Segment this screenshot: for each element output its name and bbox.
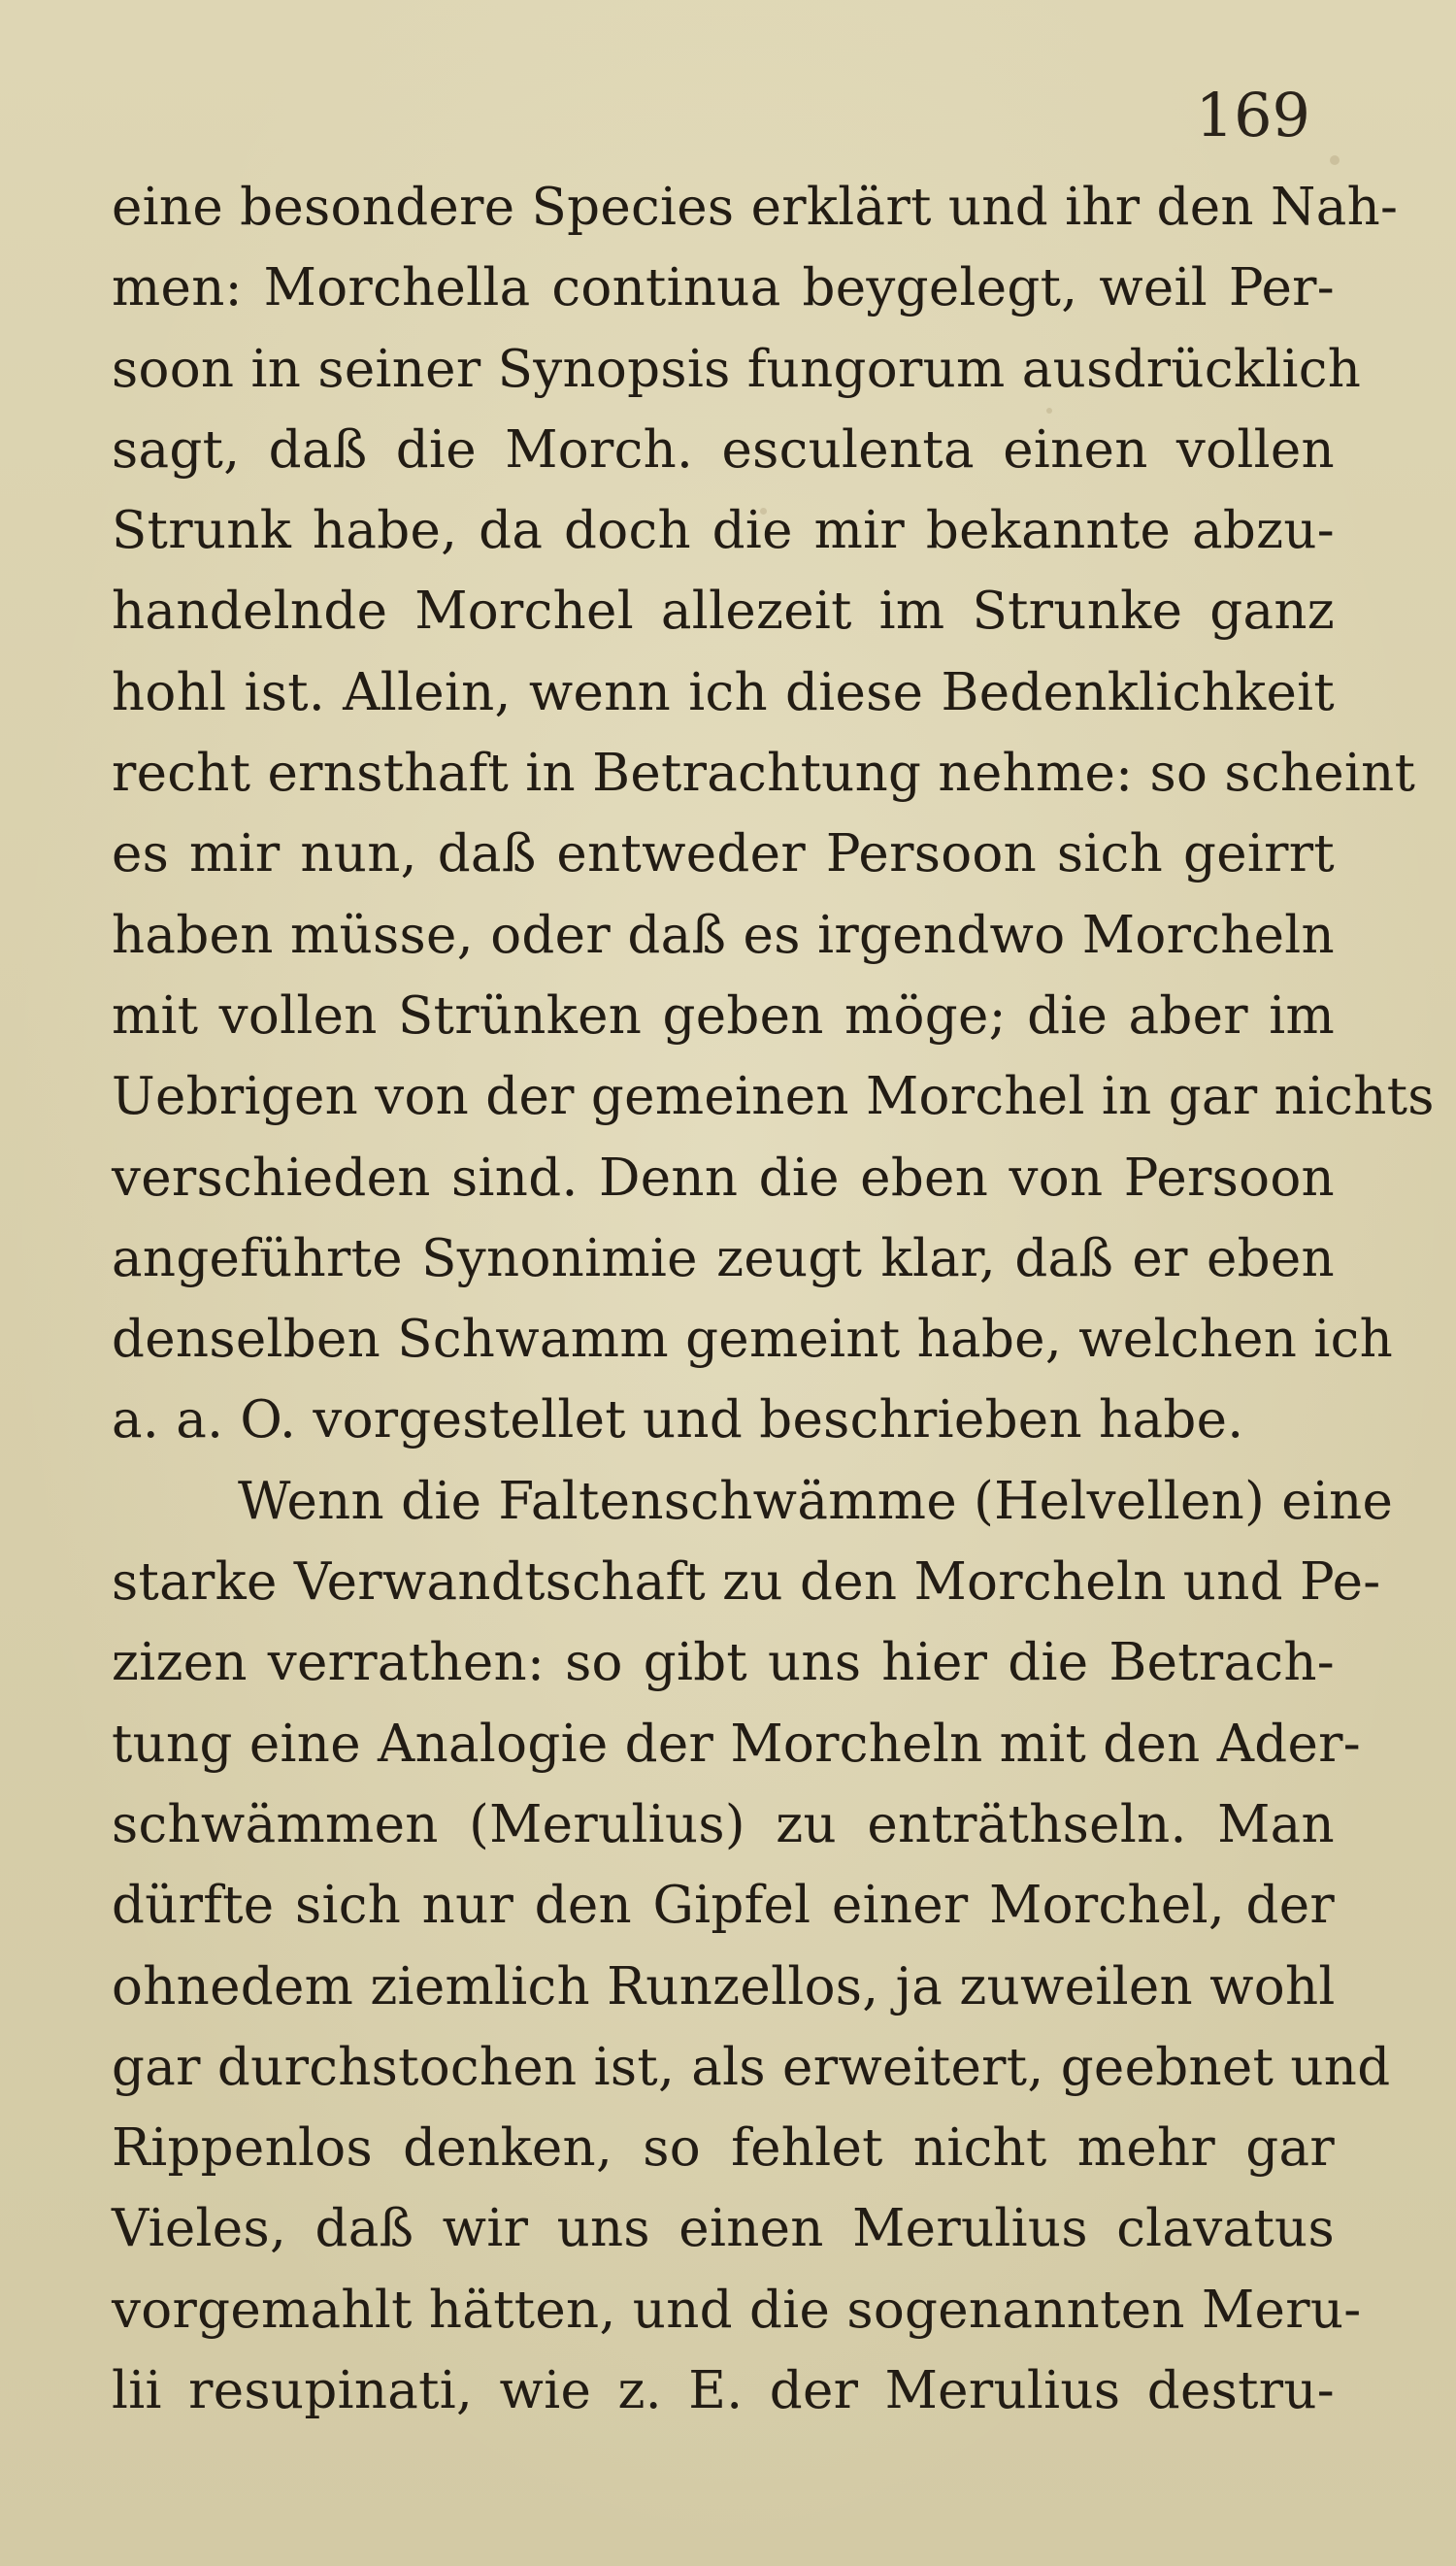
text-line: eine besondere Species erklärt und ihr den Nah- xyxy=(112,178,1399,237)
page-number: 169 xyxy=(1195,80,1310,150)
text-line: Rippenlos denken, so fehlet nicht mehr gar xyxy=(112,2118,1335,2179)
text-line: tung eine Analogie der Morcheln mit den Ader- xyxy=(112,1714,1362,1774)
text-line: zizen verrathen: so gibt uns hier die Betrach- xyxy=(112,1633,1335,1693)
text-line: handelnde Morchel allezeit im Strunke ganz xyxy=(112,582,1335,642)
text-line: soon in seiner Synopsis fungorum ausdrücklich xyxy=(112,339,1362,399)
text-line: denselben Schwamm gemeint habe, welchen ich xyxy=(112,1310,1394,1370)
text-line: lii resupinati, wie z. E. der Merulius destru- xyxy=(112,2361,1335,2421)
text-line: Vieles, daß wir uns einen Merulius clavatus xyxy=(112,2199,1335,2259)
paragraph-end-line: a. a. O. vorgestellet und beschrieben habe. xyxy=(112,1390,1244,1450)
text-line: Strunk habe, da doch die mir bekannte abzu- xyxy=(112,501,1335,561)
text-line: ohnedem ziemlich Runzellos, ja zuweilen wohl xyxy=(112,1956,1336,2016)
text-line: es mir nun, daß entweder Persoon sich geirrt xyxy=(112,824,1335,884)
text-line: dürfte sich nur den Gipfel einer Morchel, der xyxy=(112,1876,1335,1936)
text-line: Uebrigen von der gemeinen Morchel in gar nichts xyxy=(112,1067,1435,1127)
text-line: starke Verwandtschaft zu den Morcheln und Pe- xyxy=(112,1552,1381,1613)
paper-spot xyxy=(1330,155,1340,165)
text-line: sagt, daß die Morch. esculenta einen vollen xyxy=(112,419,1335,480)
text-line: haben müsse, oder daß es irgendwo Morcheln xyxy=(112,905,1335,965)
text-line: vorgemahlt hätten, und die sogenannten Meru- xyxy=(112,2280,1362,2340)
text-line: angeführte Synonimie zeugt klar, daß er eben xyxy=(112,1228,1335,1288)
text-line: recht ernsthaft in Betrachtung nehme: so scheint xyxy=(112,744,1416,804)
text-line: men: Morchella continua beygelegt, weil Per- xyxy=(112,258,1335,318)
body-text xyxy=(112,167,1435,2431)
text-line: verschieden sind. Denn die eben von Persoon xyxy=(112,1148,1335,1208)
text-line: schwämmen (Merulius) zu enträthseln. Man xyxy=(112,1794,1335,1854)
paragraph-start-line: Wenn die Faltenschwämme (Helvellen) eine xyxy=(238,1471,1394,1531)
text-line: gar durchstochen ist, als erweitert, geebnet und xyxy=(112,2037,1391,2097)
text-line: hohl ist. Allein, wenn ich diese Bedenklichkeit xyxy=(112,662,1335,722)
text-line: mit vollen Strünken geben möge; die aber im xyxy=(112,985,1335,1046)
